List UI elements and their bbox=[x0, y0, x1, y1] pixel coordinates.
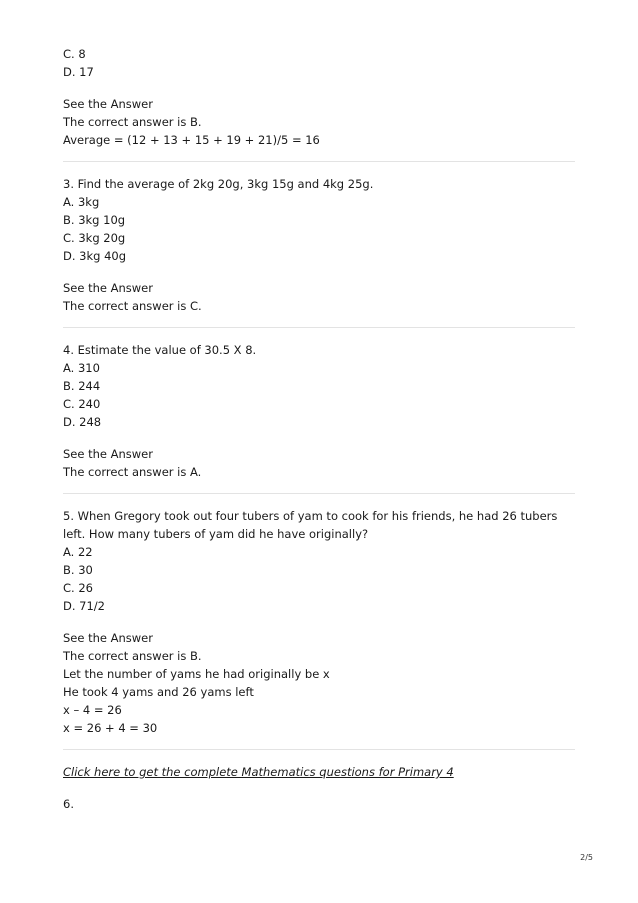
page-number: 2/5 bbox=[580, 853, 593, 862]
option-a: A. 22 bbox=[63, 545, 93, 559]
question-text: 3. Find the average of 2kg 20g, 3kg 15g and 4kg 25g. bbox=[63, 177, 374, 191]
option-d: D. 248 bbox=[63, 415, 102, 429]
question-text-line-2: left. How many tubers of yam did he have originally? bbox=[63, 527, 369, 541]
divider bbox=[63, 161, 575, 162]
divider bbox=[63, 749, 575, 750]
answer-text: The correct answer is A. bbox=[63, 465, 202, 479]
question-2-block bbox=[63, 45, 575, 149]
explanation-line: He took 4 yams and 26 yams left bbox=[63, 685, 254, 699]
option-d: D. 3kg 40g bbox=[63, 249, 127, 263]
question-5-block bbox=[63, 507, 575, 737]
option-b: B. 3kg 10g bbox=[63, 213, 126, 227]
explanation-line: x – 4 = 26 bbox=[63, 703, 122, 717]
divider bbox=[63, 327, 575, 328]
question-3-block bbox=[63, 175, 575, 315]
document-page bbox=[63, 45, 575, 813]
option-d: D. 71/2 bbox=[63, 599, 105, 613]
question-text-line-1: 5. When Gregory took out four tubers of yam to cook for his friends, he had 26 tubers bbox=[63, 509, 558, 523]
option-a: A. 310 bbox=[63, 361, 100, 375]
see-answer-toggle[interactable]: See the Answer bbox=[63, 447, 153, 461]
see-answer-toggle[interactable]: See the Answer bbox=[63, 281, 153, 295]
see-answer-toggle[interactable]: See the Answer bbox=[63, 97, 153, 111]
divider bbox=[63, 493, 575, 494]
option-b: B. 244 bbox=[63, 379, 101, 393]
option-c: C. 240 bbox=[63, 397, 101, 411]
option-b: B. 30 bbox=[63, 563, 93, 577]
explanation-line: Let the number of yams he had originally be x bbox=[63, 667, 330, 681]
answer-text: The correct answer is B. bbox=[63, 115, 202, 129]
question-6-number: 6. bbox=[63, 797, 74, 811]
option-c: C. 26 bbox=[63, 581, 93, 595]
explanation-line: x = 26 + 4 = 30 bbox=[63, 721, 158, 735]
option-a: A. 3kg bbox=[63, 195, 100, 209]
option-c: C. 8 bbox=[63, 47, 86, 61]
complete-questions-link[interactable]: Click here to get the complete Mathematics questions for Primary 4 bbox=[63, 765, 454, 779]
explanation-line: Average = (12 + 13 + 15 + 19 + 21)/5 = 16 bbox=[63, 133, 320, 147]
question-4-block bbox=[63, 341, 575, 481]
see-answer-toggle[interactable]: See the Answer bbox=[63, 631, 153, 645]
answer-text: The correct answer is B. bbox=[63, 649, 202, 663]
question-text: 4. Estimate the value of 30.5 X 8. bbox=[63, 343, 257, 357]
answer-text: The correct answer is C. bbox=[63, 299, 202, 313]
option-c: C. 3kg 20g bbox=[63, 231, 126, 245]
option-d: D. 17 bbox=[63, 65, 94, 79]
